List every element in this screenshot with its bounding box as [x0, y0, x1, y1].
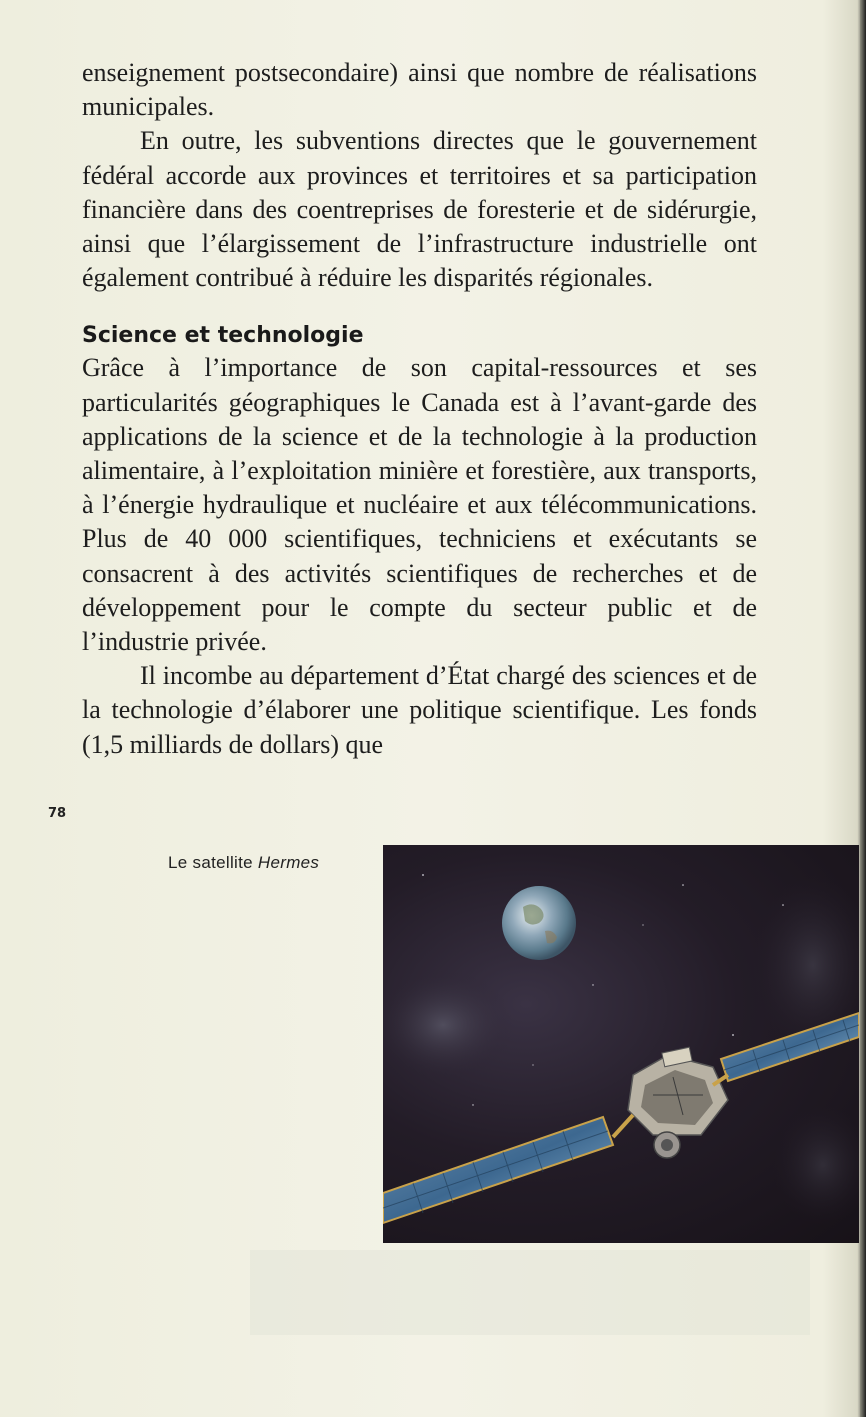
photo-caption [168, 853, 319, 873]
book-spine [860, 0, 866, 1417]
body-text [82, 56, 757, 762]
satellite-body [613, 1047, 728, 1158]
page-number: 78 [48, 806, 67, 821]
paragraph-3: Grâce à l’importance de son capital-ressources et ses particularités géographiques le Canada est à l’avant-garde des applications de la science et de la technologie à la production alimentaire, à l’exploitation minière et forestière, aux transports, à l’énergie hydraulique et nucléaire et aux télécommunications. Plus de 40 000 scientifiques, techniciens et exécutants se consacrent à des activités scientifiques de recherches et de développement pour le compte du secteur public et de l’industrie privée. [82, 353, 757, 657]
section-heading: Science et technologie [82, 323, 364, 349]
paragraph-4: Il incombe au département d’État chargé des sciences et de la technologie d’élaborer une politique scientifique. Les fonds (1,5 milliards de dollars) que [82, 661, 757, 759]
satellite-photo [383, 845, 859, 1243]
caption-satellite-name: Hermes [257, 853, 320, 872]
caption-prefix: Le satellite [168, 853, 253, 872]
solar-panel-left [383, 1117, 613, 1223]
faint-background-block [250, 1250, 810, 1335]
paragraph-1: enseignement postsecondaire) ainsi que nombre de réalisations municipales. [82, 58, 757, 122]
nebula-cloud [773, 1105, 859, 1225]
paragraph-2: En outre, les subventions directes que le gouvernement fédéral accorde aux provinces et territoires et sa participation financière dans des coentreprises de foresterie et de sidérurgie, ainsi que l’élargissement de l’infrastructure industrielle ont également contribué à réduire les disparités régionales. [82, 126, 757, 293]
satellite-illustration-icon [383, 845, 859, 1243]
nebula-cloud [383, 970, 513, 1080]
